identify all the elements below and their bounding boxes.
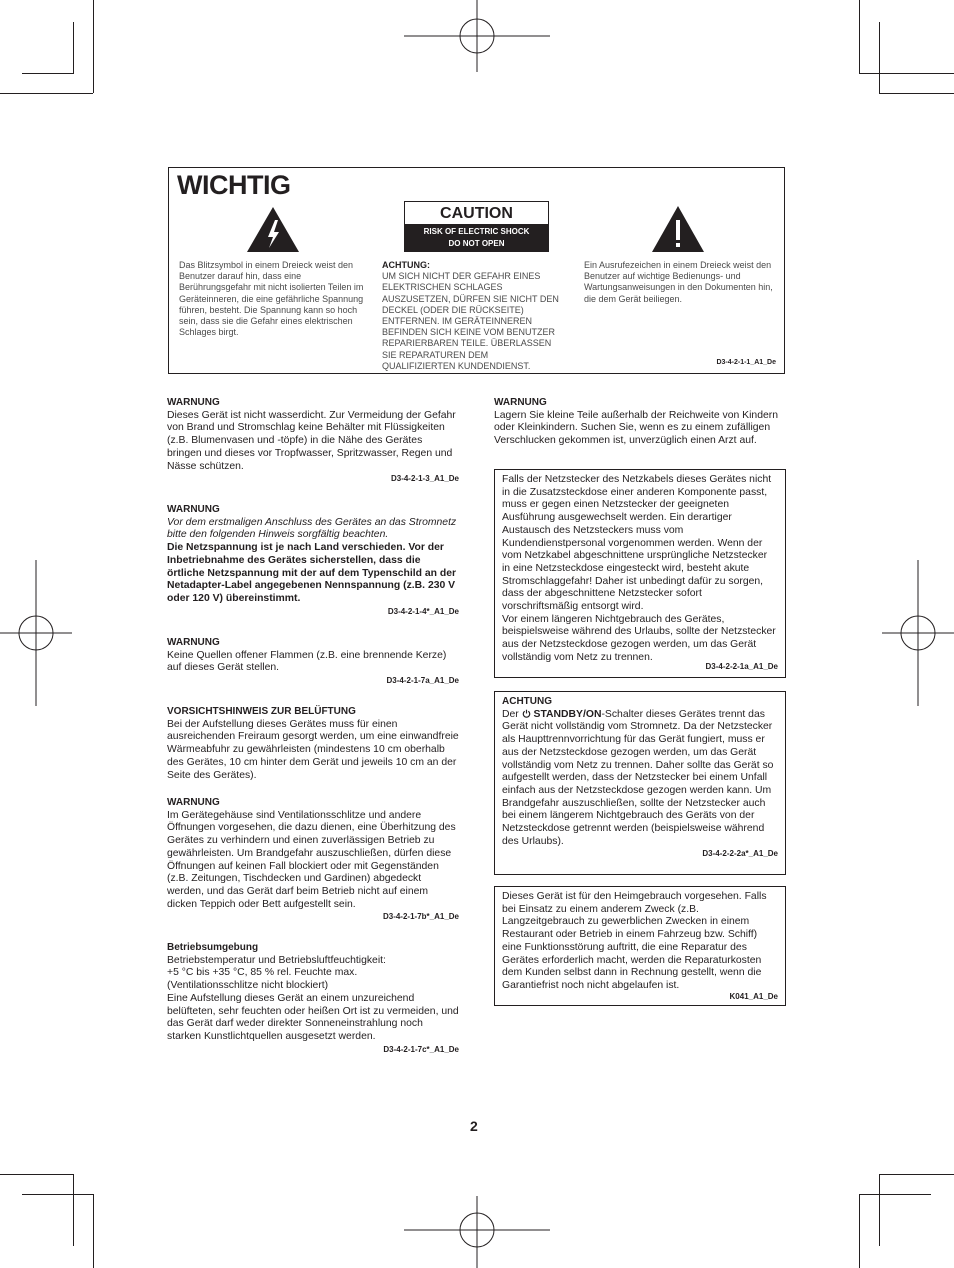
home-use-text: Dieses Gerät ist für den Heimgebrauch vorgesehen. Falls bei Einsatz zu einem anderem Zweck (z.B. Langzeitgebrauch zu gewerblichen Zwecken in einem Restaurant oder Betrieb in einem Fahrzeug bzw. Schiff) eine Funktionsstörung auftritt, die eine Reparatur des Gerätes erforderlich macht, werden die Reparaturkosten dem Kunden selbst dann in Rechnung gestellt, wenn die Garantiefrist noch nicht abgelaufen ist.: [502, 891, 767, 991]
plug-notice-text: Falls der Netzstecker des Netzkabels dieses Gerätes nicht in die Zusatzsteckdose einer anderen Komponente passt, muss er gegen einen Netzstecker der geeigneten Ausführung ausgewechselt werden. Ein derartiger Austausch des Netzsteckers muss vom Kundendienstpersonal vorgenommen werden. Wenn der vom Netzkabel abgeschnittene ursprüngliche Netzstecker in eine Netzsteckdose eingesteckt wird, besteht akute Stromschlaggefahr! Daher ist unbedingt dafür zu sorgen, dass der abgeschnittene Netzstecker sofort vorschriftsmäßig entsorgt wird.: [502, 474, 772, 613]
warning-text: Im Gerätegehäuse sind Ventilationsschlitze und andere Öffnungen vorgesehen, die dazu dienen, eine Überhitzung des Gerätes zu verhindern und einen zuverlässigen Betrieb zu gewährleisten. Um Brandgefahr auszuschließen, dürfen diese Öffnungen auf keinen Fall blockiert oder mit Gegenständen (z.B. Zeitungen, Tischdecken und Gardinen) abgedeckt werden, und das Gerät darf beim Betrieb nicht auf einem dicken Teppich oder Bett aufgestellt sein.: [167, 809, 456, 910]
left-section-4: [167, 706, 459, 782]
standby-body: -Schalter dieses Gerätes trennt das Gerät nicht vollständig vom Stromnetz. Da der Netzstecker als Haupttrennvorrichtung für das Gerät fungiert, muss er aus der Netzsteckdose gezogen werden, um das Gerät vollständig vom Netz zu trennen. Daher sollte das Gerät so aufgestellt werden, dass der Netzstecker bei einem Unfall einfach aus der Netzsteckdose gezogen werden kann. Um Brandgefahr auszuschließen, sollte der Netzstecker auch bei einem längerem Nichtgebrauch des Geräts von der Netzsteckdose getrennt werden (beispielsweise während des Urlaubs).: [502, 708, 774, 847]
standby-label: STANDBY/ON: [533, 708, 602, 720]
warning-heading: WARNUNG: [167, 504, 220, 515]
caution-title: CAUTION: [405, 202, 548, 224]
caution-text: [382, 260, 564, 372]
section-code: D3-4-2-1-7b*_A1_De: [382, 912, 459, 922]
environment-text-3: (Ventilationsschlitze nicht blockiert): [167, 980, 329, 992]
standby-notice-text: [502, 709, 778, 849]
home-use-notice-box: [494, 886, 786, 1006]
section-code: K041_A1_De: [729, 991, 778, 1001]
caution-subtitle: [405, 224, 548, 251]
warning-text: Lagern Sie kleine Teile außerhalb der Reichweite von Kindern oder Kleinkindern. Suchen Sie, wenn es zu einem zufälligen Verschlucken gekommen ist, unverzüglich einen Arzt auf.: [494, 409, 778, 447]
page-number: 2: [470, 1118, 478, 1134]
ventilation-heading: VORSICHTSHINWEIS ZUR BELÜFTUNG: [167, 706, 356, 717]
registration-mark-top: [404, 0, 550, 72]
left-section-2: [167, 504, 459, 618]
standby-notice-box: [494, 691, 786, 875]
lightning-description: Das Blitzsymbol in einem Dreieck weist den Benutzer darauf hin, dass eine Berührungsgefahr mit nicht isolierten Teilen im Geräteinneren, die eine gefährliche Spannung führen, besteht. Die Spannung kann so hoch sein, dass sie die Gefahr eines elektrischen Schlages birgt.: [179, 260, 364, 338]
environment-text-4: Eine Aufstellung dieses Gerät an einem unzureichend belüfteten, sehr feuchten oder heißen Ort ist zu vermeiden, und das Gerät darf weder direkter Sonneneinstrahlung noch starken Kunstlichtquellen ausgesetzt werden.: [167, 992, 459, 1042]
exclamation-triangle-icon: [651, 205, 705, 253]
warning-bold: Die Netzspannung ist je nach Land verschieden. Vor der Inbetriebnahme des Gerätes sicherstellen, dass die örtliche Netzspannung mit der auf dem Typenschild an der Netadapter-Label angegebenen Nennspannung (z.B. 230 V oder 120 V) übereinstimmt.: [167, 542, 457, 604]
registration-mark-bottom: [404, 1196, 550, 1268]
right-section-1: [494, 397, 786, 448]
caution-heading: ACHTUNG: [502, 696, 552, 707]
power-icon: [522, 709, 531, 718]
caution-heading: ACHTUNG:: [382, 260, 430, 270]
environment-heading: Betriebsumgebung: [167, 942, 259, 953]
plug-notice-box: [494, 469, 786, 678]
environment-text-2: +5 °C bis +35 °C, 85 % rel. Feuchte max.: [167, 967, 358, 979]
section-code: D3-4-2-2-2a*_A1_De: [702, 849, 778, 859]
left-section-6: [167, 942, 459, 1056]
caution-body: UM SICH NICHT DER GEFAHR EINES ELEKTRISCHEN SCHLAGES AUSZUSETZEN, DÜRFEN SIE NICHT DEN DECKEL (ODER DIE RÜCKSEITE) ENTFERNEN. IM GERÄTEINNEREN BEFINDEN SICH KEINE VOM BENUTZER REPARIERBAREN TEILE. ÜBERLASSEN SIE REPARATUREN DEM QUALIFIZIERTEN KUNDENDIENST.: [382, 271, 559, 371]
registration-mark-left: [0, 560, 72, 706]
left-section-5: [167, 797, 459, 924]
plug-notice-text-2: Vor einem längeren Nichtgebrauch des Gerätes, beispielsweise während des Urlaubs, sollte der Netzstecker aus der Netzsteckdose gezogen werden, um das Gerät vollständig vom Netz zu trennen.: [502, 613, 776, 663]
environment-text-1: Betriebstemperatur und Betriebsluftfeuchtigkeit:: [167, 954, 386, 966]
page-title: WICHTIG: [177, 170, 291, 200]
section-code: D3-4-2-1-7c*_A1_De: [383, 1044, 459, 1054]
standby-pre: Der: [502, 708, 522, 720]
left-section-1: [167, 397, 459, 486]
caution-sub1: RISK OF ELECTRIC SHOCK: [423, 227, 530, 236]
section-code: D3-4-2-1-4*_A1_De: [387, 606, 459, 616]
warning-text: Keine Quellen offener Flammen (z.B. eine brennende Kerze) auf dieses Gerät stellen.: [167, 649, 447, 674]
caution-sub2: DO NOT OPEN: [448, 238, 505, 248]
lightning-triangle-icon: [246, 206, 300, 253]
left-section-3: [167, 637, 459, 688]
header-code: D3-4-2-1-1_A1_De: [716, 359, 776, 366]
warning-heading: WARNUNG: [167, 637, 220, 648]
section-code: D3-4-2-1-3_A1_De: [390, 474, 459, 484]
exclamation-description: Ein Ausrufezeichen in einem Dreieck weist den Benutzer auf wichtige Bedienungs- und Wartungsanweisungen in den Dokumenten hin, die dem Gerät beiliegen.: [584, 260, 773, 304]
warning-heading: WARNUNG: [494, 397, 547, 408]
warning-italic: Vor dem erstmaligen Anschluss des Gerätes an das Stromnetz bitte den folgenden Hinweis sorgfältig beachten.: [167, 516, 457, 541]
warning-heading: WARNUNG: [167, 397, 220, 408]
registration-mark-right: [882, 560, 954, 706]
section-code: D3-4-2-1-7a_A1_De: [386, 676, 459, 686]
caution-label: [404, 201, 549, 252]
ventilation-text: Bei der Aufstellung dieses Gerätes muss für einen ausreichenden Freiraum gesorgt werden, um eine einwandfreie Wärmeabfuhr zu gewährleisten (mindestens 10 cm oberhalb des Gerätes, 10 cm hinter dem Gerät und jeweils 10 cm an der Seite des Gerätes).: [167, 718, 459, 781]
section-code: D3-4-2-2-1a_A1_De: [705, 661, 778, 671]
warning-heading: WARNUNG: [167, 797, 220, 808]
warning-text: Dieses Gerät ist nicht wasserdicht. Zur Vermeidung der Gefahr von Brand und Stromschlag keine Behälter mit Flüssigkeiten (z.B. Blumenvasen und -töpfe) in die Nähe des Gerätes bringen und dieses vor Tropfwasser, Spritzwasser, Regen und Nässe schützen.: [167, 409, 456, 472]
